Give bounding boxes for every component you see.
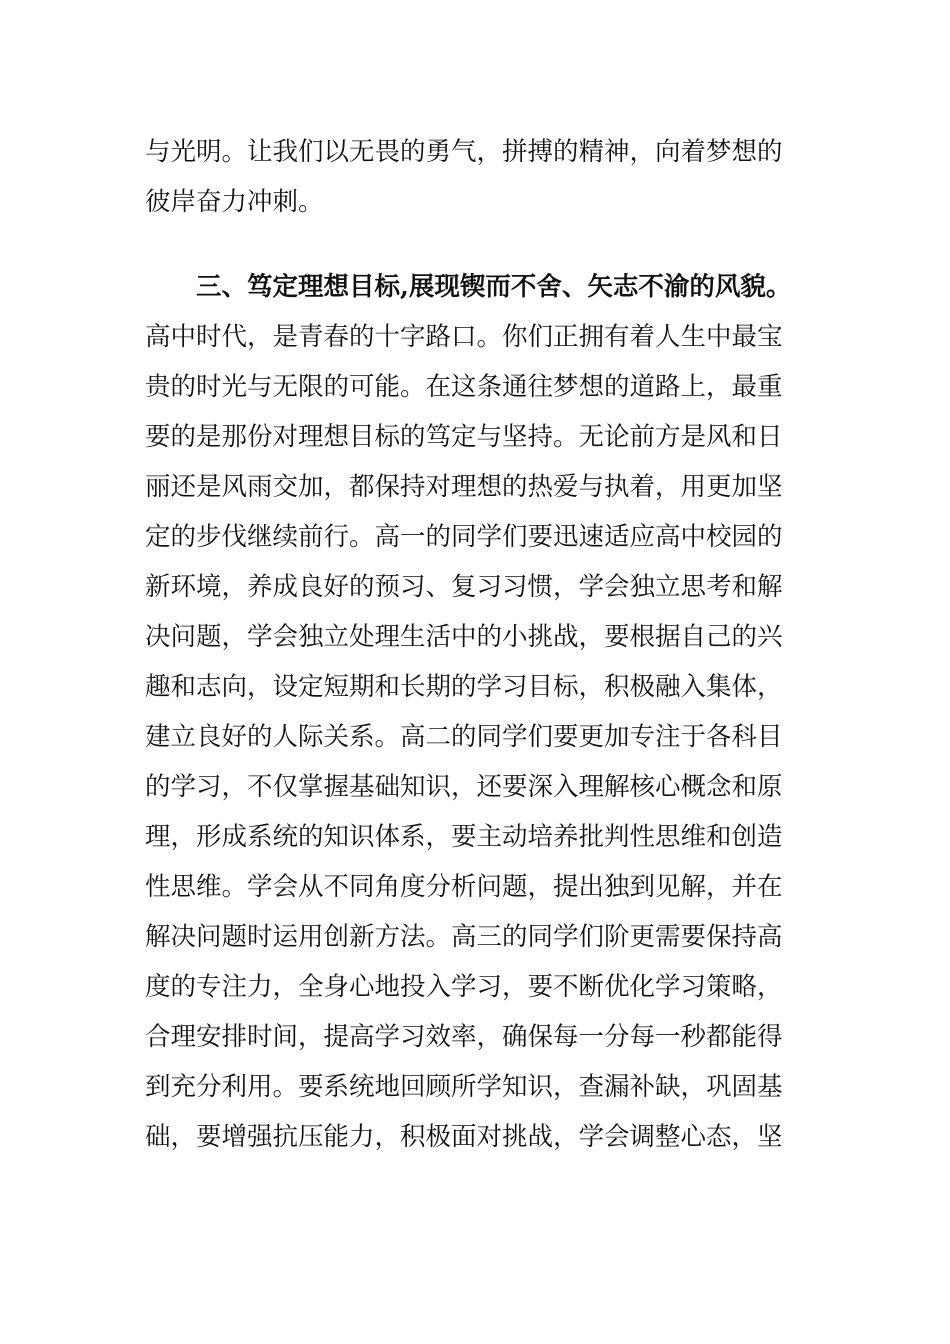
paragraph-line: 的学习，不仅掌握基础知识，还要深入理解核心概念和原	[145, 772, 783, 802]
paragraph-line: 丽还是风雨交加，都保持对理想的热爱与执着，用更加坚	[145, 472, 783, 502]
paragraph-line: 要的是那份对理想目标的笃定与坚持。无论前方是风和日	[145, 422, 783, 452]
paragraph-line: 到充分利用。要系统地回顾所学知识，查漏补缺，巩固基	[145, 1072, 783, 1102]
paragraph-line: 础，要增强抗压能力，积极面对挑战，学会调整心态，坚	[145, 1122, 783, 1152]
paragraph-line: 彼岸奋力冲刺。	[145, 187, 324, 217]
section-heading: 三、笃定理想目标,展现锲而不舍、矢志不渝的风貌。	[196, 272, 792, 302]
paragraph-line: 趣和志向，设定短期和长期的学习目标，积极融入集体，	[145, 672, 783, 702]
paragraph-line: 高中时代，是青春的十字路口。你们正拥有着人生中最宝	[145, 322, 783, 352]
paragraph-line: 与光明。让我们以无畏的勇气，拼搏的精神，向着梦想的	[145, 137, 783, 167]
paragraph-line: 性思维。学会从不同角度分析问题，提出独到见解，并在	[145, 872, 783, 902]
paragraph-line: 贵的时光与无限的可能。在这条通往梦想的道路上，最重	[145, 372, 783, 402]
paragraph-line: 决问题，学会独立处理生活中的小挑战，要根据自己的兴	[145, 622, 783, 652]
paragraph-line: 合理安排时间，提高学习效率，确保每一分每一秒都能得	[145, 1022, 783, 1052]
paragraph-line: 建立良好的人际关系。高二的同学们要更加专注于各科目	[145, 722, 783, 752]
paragraph-line: 解决问题时运用创新方法。高三的同学们阶更需要保持高	[145, 922, 783, 952]
paragraph-line: 新环境，养成良好的预习、复习习惯，学会独立思考和解	[145, 572, 783, 602]
paragraph-line: 定的步伐继续前行。高一的同学们要迅速适应高中校园的	[145, 522, 783, 552]
paragraph-line: 理，形成系统的知识体系，要主动培养批判性思维和创造	[145, 822, 783, 852]
paragraph-line: 度的专注力，全身心地投入学习，要不断优化学习策略，	[145, 972, 783, 1002]
